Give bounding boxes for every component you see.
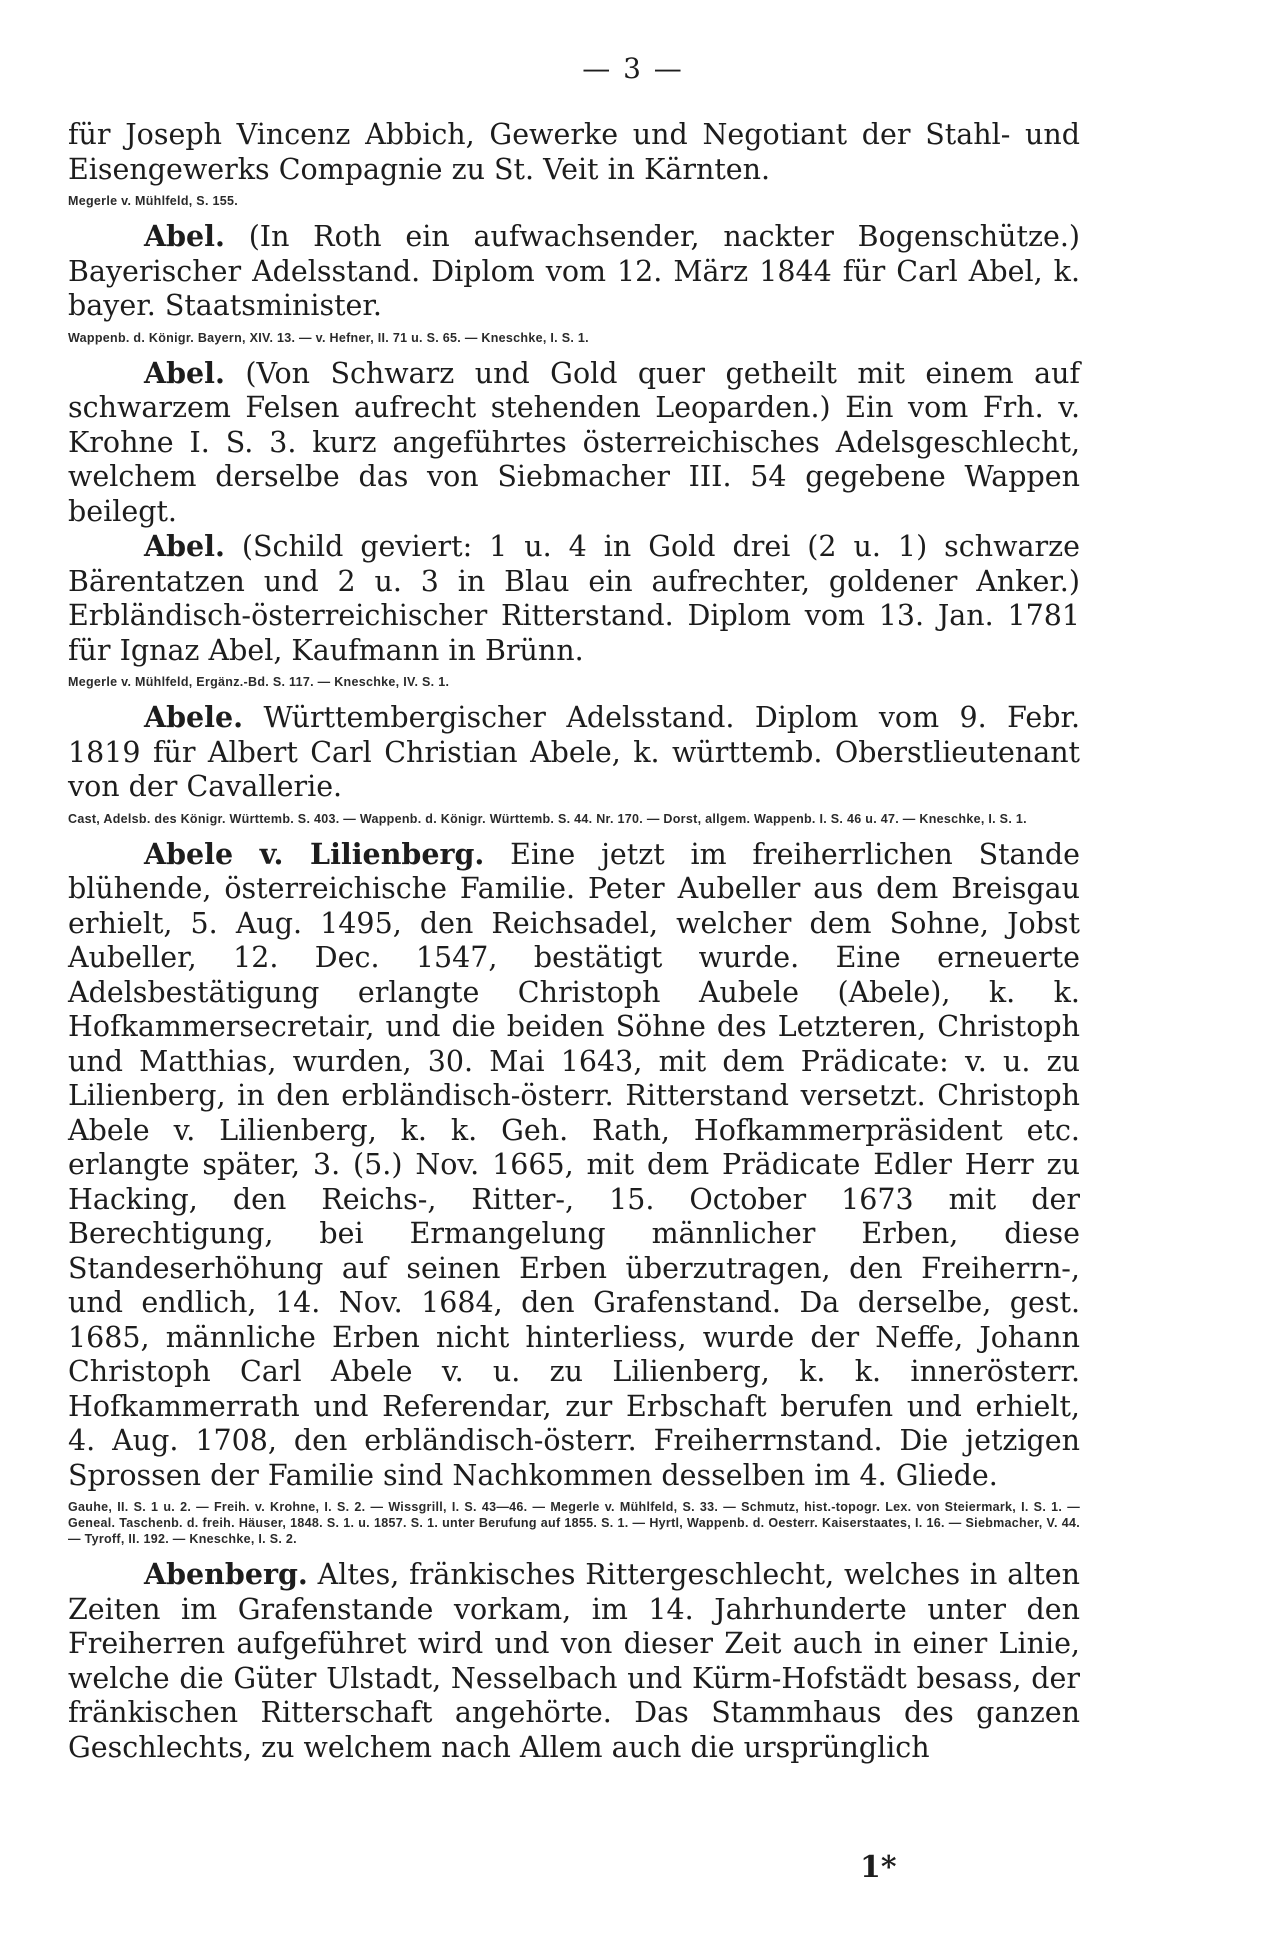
- entry-text: (Schild geviert: 1 u. 4 in Gold drei (2 u. 1) schwarze Bärentatzen und 2 u. 3 in Blau ein aufrechter, goldener Anker.) Erbländisch-österreichischer Ritterstand. Diplom vom 13. Jan. 1781 für Ignaz Abel, Kaufmann in Brünn.: [68, 530, 1080, 667]
- intro-paragraph: für Joseph Vincenz Abbich, Gewerke und Negotiant der Stahl- und Eisengewerks Compagnie zu St. Veit in Kärnten.: [68, 118, 1080, 186]
- entry-abele-v-lilienberg: [68, 837, 1080, 1548]
- entry-text: Eine jetzt im freiherrlichen Stande blühende, österreichische Familie. Peter Aubeller aus dem Breisgau erhielt, 5. Aug. 1495, den Reichsadel, welcher dem Sohne, Jobst Aubeller, 12. Dec. 1547, bestätigt wurde. Eine erneuerte Adelsbestätigung erlangte Christoph Aubele (Abele), k. k. Hofkammersecretair, und die beiden Söhne des Letzteren, Christoph und Matthias, wurden, 30. Mai 1643, mit dem Prädicate: v. u. zu Lilienberg, in den erbländisch-österr. Ritterstand versetzt. Christoph Abele v. Lilienberg, k. k. Geh. Rath, Hofkammerpräsident etc. erlangte später, 3. (5.) Nov. 1665, mit dem Prädicate Edler Herr zu Hacking, den Reichs-, Ritter-, 15. October 1673 mit der Berechtigung, bei Ermangelung männlicher Erben, diese Standeserhöhung auf seinen Erben überzutragen, den Freiherrn-, und endlich, 14. Nov. 1684, den Grafenstand. Da derselbe, gest. 1685, männliche Erben nicht hinterliess, wurde der Neffe, Johann Christoph Carl Abele v. u. zu Lilienberg, k. k. innerösterr. Hofkammerrath und Referendar, zur Erbschaft berufen und erhielt, 4. Aug. 1708, den erbländisch-österr. Freiherrnstand. Die jetzigen Sprossen der Familie sind Nachkommen desselben im 4. Gliede.: [68, 837, 1081, 1492]
- entry-abenberg: [68, 1557, 1080, 1765]
- intro-references: Megerle v. Mühlfeld, S. 155.: [68, 194, 239, 208]
- page-number: — 3 —: [582, 52, 684, 85]
- entry-references: Cast, Adelsb. des Königr. Württemb. S. 403. — Wappenb. d. Königr. Württemb. S. 44. Nr. 170. — Dorst, allgem. Wappenb. I. S. 46 u. 47. — Kneschke, I. S. 1.: [68, 811, 1027, 826]
- entry-abel-1: [68, 219, 1080, 346]
- entry-heading: Abele.: [144, 700, 244, 734]
- entry-text: (Von Schwarz und Gold quer getheilt mit einem auf schwarzem Felsen aufrecht stehenden Leoparden.) Ein vom Frh. v. Krohne I. S. 3. kurz angeführtes österreichisches Adelsgeschlecht, welchem derselbe das von Siebmacher III. 54 gegebene Wappen beilegt.: [68, 356, 1081, 528]
- entry-text: Württembergischer Adelsstand. Diplom vom 9. Febr. 1819 für Albert Carl Christian Abele, k. württemb. Oberstlieutenant von der Cavallerie.: [68, 701, 1081, 803]
- entry-text: Altes, fränkisches Rittergeschlecht, welches in alten Zeiten im Grafenstande vorkam, im 14. Jahrhunderte unter den Freiherren aufgeführet wird und von dieser Zeit auch in einer Linie, welche die Güter Ulstadt, Nesselbach und Kürm-Hofstädt besass, der fränkischen Ritterschaft angehörte. Das Stammhaus des ganzen Geschlechts, zu welchem nach Allem auch die ursprünglich: [68, 1558, 1080, 1764]
- signature-mark: 1*: [860, 1850, 897, 1885]
- entry-references: Wappenb. d. Königr. Bayern, XIV. 13. — v. Hefner, II. 71 u. S. 65. — Kneschke, I. S. 1.: [68, 330, 589, 345]
- text-column: [68, 118, 1080, 1765]
- entry-heading: Abenberg.: [144, 1557, 308, 1591]
- entry-abele: [68, 700, 1080, 827]
- entry-references: Megerle v. Mühlfeld, Ergänz.-Bd. S. 117. — Kneschke, IV. S. 1.: [68, 675, 450, 689]
- entry-heading: Abel.: [144, 355, 225, 390]
- entry-heading: Abele v. Lilienberg.: [144, 836, 485, 871]
- entry-abel-2: [68, 356, 1080, 530]
- entry-heading: Abel.: [144, 529, 225, 563]
- entry-abel-3: [68, 529, 1080, 690]
- entry-references: Gauhe, II. S. 1 u. 2. — Freih. v. Krohne, I. S. 2. — Wissgrill, I. S. 43—46. — Megerle v. Mühlfeld, S. 33. — Schmutz, hist.-topogr. Lex. von Steiermark, I. S. 1. — Geneal. Taschenb. d. freih. Häuser, 1848. S. 1. u. 1857. S. 1. unter Berufung auf 1855. S. 1. — Hyrtl, Wappenb. d. Oesterr. Kaiserstaates, I. 16. — Siebmacher, V. 44. — Tyroff, II. 192. — Kneschke, I. S. 2.: [68, 1500, 1080, 1546]
- entry-heading: Abel.: [144, 219, 225, 253]
- entry-text: (In Roth ein aufwachsender, nackter Bogenschütze.) Bayerischer Adelsstand. Diplom vom 12. März 1844 für Carl Abel, k. bayer. Staatsminister.: [68, 220, 1080, 322]
